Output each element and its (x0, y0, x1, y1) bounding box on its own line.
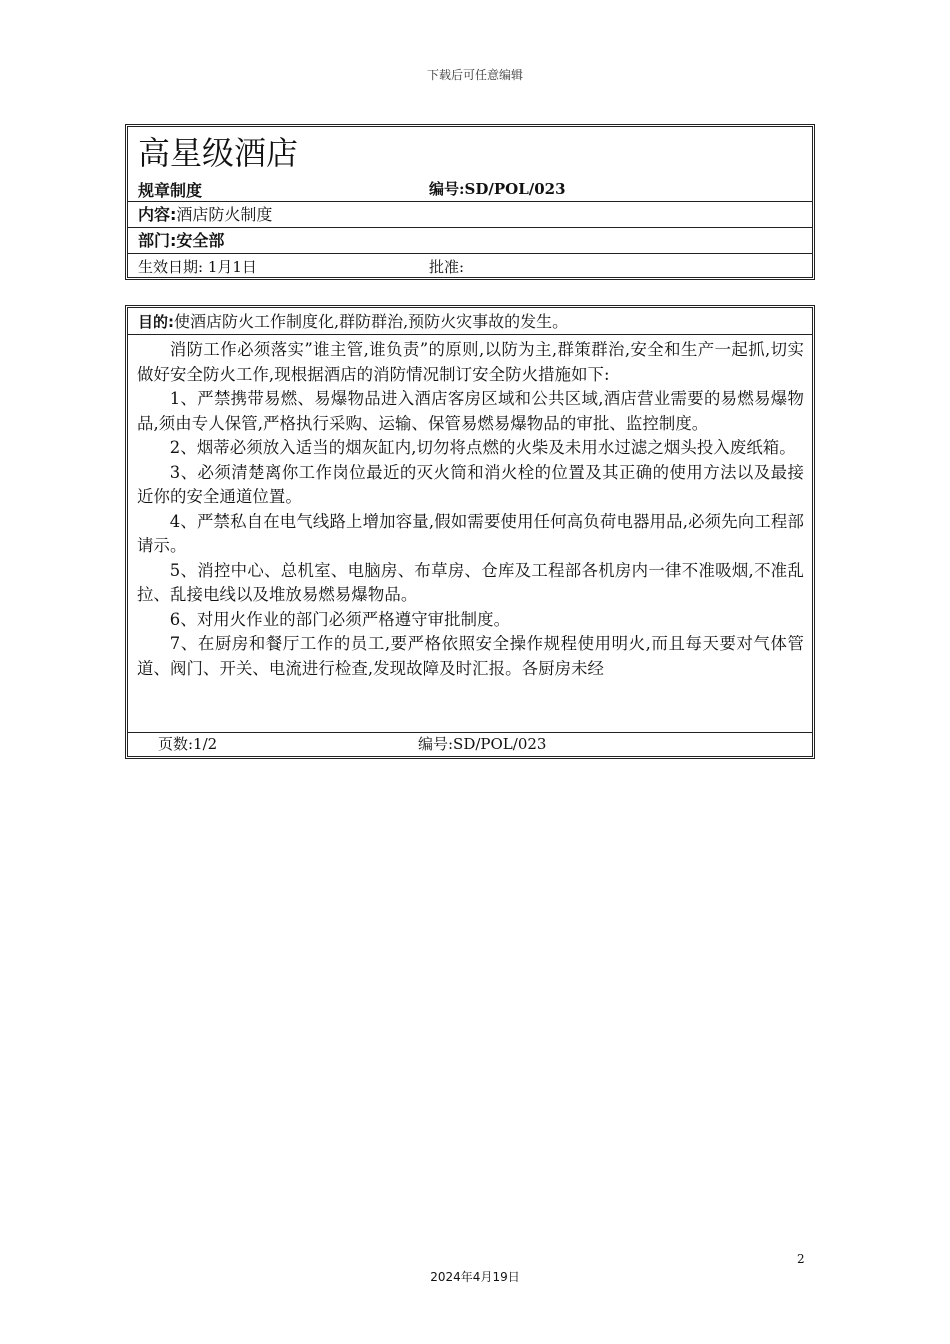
footer-code: 编号:SD/POL/023 (418, 735, 547, 753)
code-label: 编号:SD/POL/023 (429, 180, 566, 198)
rule-label: 规章制度 (138, 181, 203, 200)
date-row (128, 254, 812, 280)
content-value: 酒店防火制度 (176, 205, 273, 224)
approval-label: 批准: (429, 258, 465, 276)
rule-item-2: 2、烟蒂必须放入适当的烟灰缸内,切勿将点燃的火柴及未用水过滤之烟头投入废纸箱。 (169, 438, 796, 457)
policy-content (128, 335, 812, 733)
bottom-date: 2024年4月19日 (430, 1270, 520, 1284)
header-table (125, 124, 815, 280)
body-table (125, 305, 815, 759)
effective-date: 生效日期: 1月1日 (138, 258, 257, 276)
table-footer (128, 733, 812, 756)
hotel-name: 高星级酒店 (138, 134, 299, 172)
footer-page: 页数:1/2 (158, 735, 218, 753)
rule-item-3: 3、必须清楚离你工作岗位最近的灭火筒和消火栓的位置及其正确的使用方法以及最接近你的安全通道位置。 (137, 462, 804, 506)
dept-row (128, 228, 812, 254)
intro-paragraph: 消防工作必须落实”谁主管,谁负责”的原则,以防为主,群策群治,安全和生产一起抓,切实做好安全防火工作,现根据酒店的消防情况制订安全防火措施如下: (137, 340, 804, 384)
purpose-text: 使酒店防火工作制度化,群防群治,预防火灾事故的发生。 (174, 312, 569, 331)
title-row (128, 127, 812, 202)
rule-item-4: 4、严禁私自在电气线路上增加容量,假如需要使用任何高负荷电器用品,必须先向工程部请示。 (137, 511, 804, 555)
rule-item-1: 1、严禁携带易燃、易爆物品进入酒店客房区域和公共区域,酒店营业需要的易燃易爆物品,须由专人保管,严格执行采购、运输、保管易燃易爆物品的审批、监控制度。 (137, 389, 804, 433)
rule-item-5: 5、消控中心、总机室、电脑房、布草房、仓库及工程部各机房内一律不准吸烟,不准乱拉、乱接电线以及堆放易燃易爆物品。 (137, 560, 804, 604)
dept-label: 部门:安全部 (138, 231, 225, 250)
content-row (128, 202, 812, 228)
rule-item-6: 6、对用火作业的部门必须严格遵守审批制度。 (169, 609, 511, 629)
page-number: 2 (797, 1252, 805, 1266)
top-note: 下载后可任意编辑 (426, 68, 523, 82)
purpose-row (128, 308, 812, 335)
content-label: 内容: (138, 205, 177, 224)
content-field (138, 205, 272, 225)
purpose-label: 目的: (138, 313, 174, 331)
rule-item-7: 7、在厨房和餐厅工作的员工,要严格依照安全操作规程使用明火,而且每天要对气体管道、阀门、开关、电流进行检查,发现故障及时汇报。各厨房未经 (137, 634, 804, 678)
